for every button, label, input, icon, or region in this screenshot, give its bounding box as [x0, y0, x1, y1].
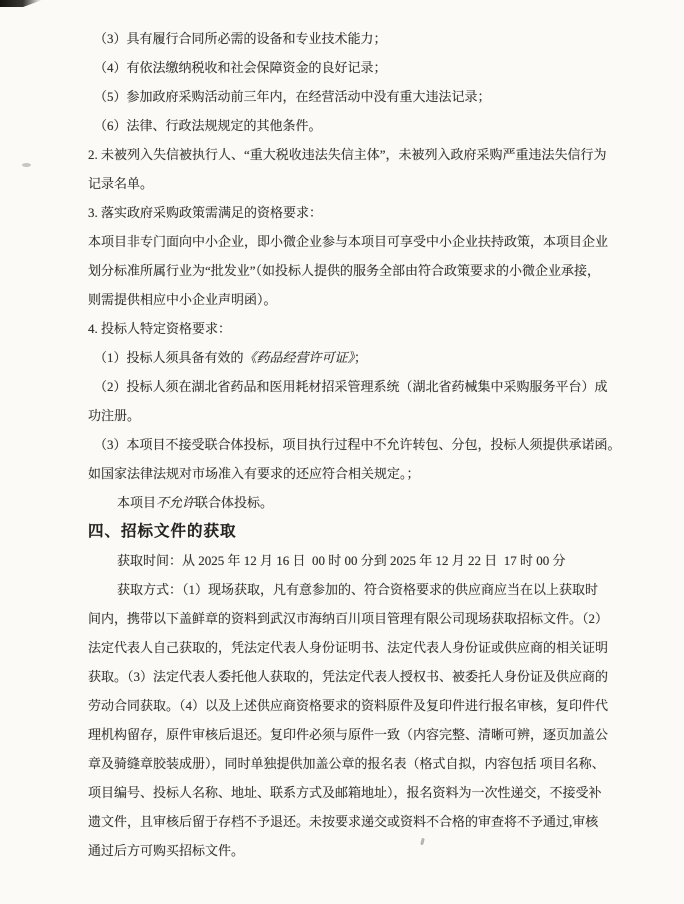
- document-line: 章及骑缝章胶装成册），同时单独提供加盖公章的报名表（格式自拟，内容包括 项目名称、: [88, 756, 605, 771]
- document-content: [0, 24, 684, 865]
- document-line: 如国家法律法规对市场准入有要求的还应符合相关规定。；: [88, 466, 420, 481]
- document-line: （2）投标人须在湖北省药品和医用耗材招采管理系统（湖北省药械集中采购服务平台）成: [94, 379, 608, 394]
- document-line: 则需提供相应中小企业声明函）。: [88, 292, 277, 307]
- document-line: [0, 488, 684, 517]
- document-line: 本项目非专门面向中小企业，即小微企业参与本项目可享受中小企业扶持政策，本项目企业: [88, 234, 609, 249]
- section-heading: 四、招标文件的获取: [88, 523, 237, 540]
- document-line: 记录名单。: [88, 176, 154, 191]
- document-text: （1）投标人须具备有效的: [94, 350, 244, 365]
- document-line: （3）本项目不接受联合体投标，项目执行过程中不允许转包、分包，投标人须提供承诺函。: [94, 437, 621, 452]
- document-line: 2. 未被列入失信被执行人、“重大税收违法失信主体”，未被列入政府采购严重违法失信行为: [88, 147, 607, 162]
- emphasis-text: 不允许: [156, 495, 196, 510]
- document-line: 获取。（3）法定代表人委托他人获取的，凭法定代表人授权书、被委托人身份证及供应商的: [88, 669, 609, 684]
- document-line: 功注册。: [88, 408, 141, 423]
- document-line: 获取方式：（1）现场获取，凡有意参加的、符合资格要求的供应商应当在以上获取时: [117, 582, 599, 597]
- document-line: 通过后方可购买招标文件。: [88, 843, 245, 858]
- document-line: 4. 投标人特定资格要求：: [88, 321, 232, 336]
- document-line: 获取时间：从 2025 年 12 月 16 日 00 时 00 分到 2025 年 12 月 22 日 17 时 00 分: [117, 553, 566, 568]
- document-line: 理机构留存，原件审核后退还。复印件必须与原件一致（内容完整、清晰可辨，逐页加盖公: [88, 727, 609, 742]
- scan-artifact-corner-smudge: [0, 0, 42, 7]
- document-text: 本项目: [117, 495, 157, 510]
- emphasis-text: 《药品经营许可证》: [243, 350, 355, 365]
- document-line: 劳动合同获取。（4）以及上述供应商资格要求的资料原件及复印件进行报名审核，复印件代: [88, 698, 609, 713]
- document-line: 3. 落实政府采购政策需满足的资格要求：: [88, 205, 323, 220]
- document-line: 法定代表人自己获取的，凭法定代表人身份证明书、法定代表人身份证或供应商的相关证明: [88, 640, 609, 655]
- document-line: [0, 343, 684, 372]
- document-line: （5）参加政府采购活动前三年内，在经营活动中没有重大违法记录；: [94, 89, 491, 104]
- document-line: （3）具有履行合同所必需的设备和专业技术能力；: [94, 31, 387, 46]
- document-line: 间内，携带以下盖鲜章的资料到武汉市海纳百川项目管理有限公司现场获取招标文件。（2）: [88, 611, 609, 626]
- document-line: 遗文件，且审核后留于存档不予退还。未按要求递交或资料不合格的审查将不予通过,审核: [88, 814, 599, 829]
- document-line: 项目编号、投标人名称、地址、联系方式及邮箱地址），报名资料为一次性递交，不接受补: [88, 785, 602, 800]
- document-text: ；: [354, 350, 368, 365]
- document-line: （4）有依法缴纳税收和社会保障资金的良好记录；: [94, 60, 387, 75]
- document-text: 联合体投标。: [195, 495, 274, 510]
- document-line: 划分标准所属行业为“批发业”（如投标人提供的服务全部由符合政策要求的小微企业承接，: [88, 263, 601, 278]
- document-line: （6）法律、行政法规规定的其他条件。: [94, 118, 322, 133]
